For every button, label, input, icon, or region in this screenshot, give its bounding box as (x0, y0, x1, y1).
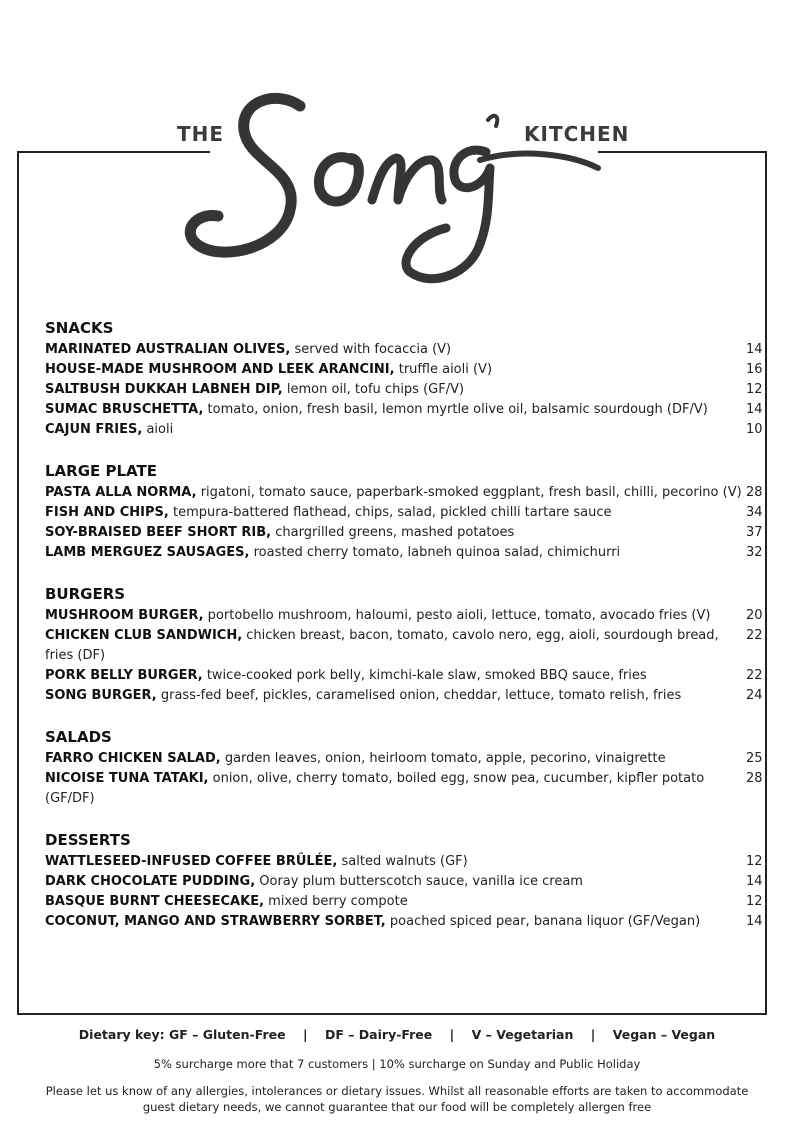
item-name: MUSHROOM BURGER, (45, 608, 204, 623)
menu-item (45, 483, 770, 503)
menu-item (45, 852, 770, 872)
item-name: SONG BURGER, (45, 688, 157, 703)
item-description: onion, olive, cherry tomato, boiled egg, snow pea, cucumber, kipfler potato (GF/DF) (45, 771, 705, 806)
menu-item (45, 503, 770, 523)
menu-item (45, 543, 770, 563)
item-name: CAJUN FRIES, (45, 422, 143, 437)
menu-section (45, 584, 770, 706)
item-name: LAMB MERGUEZ SAUSAGES, (45, 545, 250, 560)
item-price: 28 (746, 485, 763, 500)
item-description: chargrilled greens, mashed potatoes (275, 525, 515, 540)
section-title: SNACKS (45, 319, 114, 337)
menu-section (45, 727, 770, 809)
item-description: tomato, onion, fresh basil, lemon myrtle olive oil, balsamic sourdough (DF/V) (207, 402, 708, 417)
item-price: 25 (746, 751, 763, 766)
item-description: portobello mushroom, haloumi, pesto aioli, lettuce, tomato, avocado fries (V) (207, 608, 711, 623)
item-description: Ooray plum butterscotch sauce, vanilla ice cream (259, 874, 583, 889)
item-description: aioli (146, 422, 174, 437)
item-price: 34 (746, 505, 763, 520)
logo-word-kitchen: KITCHEN (524, 122, 630, 146)
item-name: MARINATED AUSTRALIAN OLIVES, (45, 342, 291, 357)
menu-item (45, 340, 770, 360)
menu-section (45, 461, 770, 563)
item-name: COCONUT, MANGO AND STRAWBERRY SORBET, (45, 914, 386, 929)
item-price: 37 (746, 525, 763, 540)
item-price: 16 (746, 362, 763, 377)
menu-item (45, 912, 770, 932)
allergen-disclaimer: Please let us know of any allergies, intolerances or dietary issues. Whilst all reasonable efforts are taken to accommodate guest dietary needs, we cannot guarantee that our food will be completely allergen free (45, 1084, 749, 1114)
item-name: PASTA ALLA NORMA, (45, 485, 197, 500)
item-name: SOY-BRAISED BEEF SHORT RIB, (45, 525, 272, 540)
item-name: WATTLESEED-INFUSED COFFEE BRÛLÉE, (45, 854, 338, 869)
menu-item (45, 666, 770, 686)
menu-footer (0, 1025, 794, 1115)
item-price: 12 (746, 854, 763, 869)
section-title: BURGERS (45, 585, 126, 603)
item-description: grass-fed beef, pickles, caramelised onion, cheddar, lettuce, tomato relish, fries (160, 688, 682, 703)
item-name: SUMAC BRUSCHETTA, (45, 402, 204, 417)
logo-script-song (0, 0, 794, 300)
menu-item (45, 606, 770, 626)
item-description: lemon oil, tofu chips (GF/V) (286, 382, 465, 397)
item-name: DARK CHOCOLATE PUDDING, (45, 874, 256, 889)
item-name: CHICKEN CLUB SANDWICH, (45, 628, 243, 643)
dietary-key: Dietary key: GF – Gluten-Free | DF – Dairy-Free | V – Vegetarian | Vegan – Vegan (78, 1027, 716, 1042)
item-price: 14 (746, 402, 763, 417)
item-description: mixed berry compote (268, 894, 408, 909)
item-name: HOUSE-MADE MUSHROOM AND LEEK ARANCINI, (45, 362, 395, 377)
menu-item (45, 400, 770, 420)
item-name: PORK BELLY BURGER, (45, 668, 203, 683)
menu-item (45, 360, 770, 380)
menu-item (45, 892, 770, 912)
item-description: chicken breast, bacon, tomato, cavolo nero, egg, aioli, sourdough bread, fries (DF) (45, 628, 719, 663)
item-description: twice-cooked pork belly, kimchi-kale slaw, smoked BBQ sauce, fries (206, 668, 647, 683)
menu-section (45, 830, 770, 932)
item-name: FARRO CHICKEN SALAD, (45, 751, 221, 766)
item-description: roasted cherry tomato, labneh quinoa salad, chimichurri (253, 545, 621, 560)
item-price: 24 (746, 688, 763, 703)
item-description: garden leaves, onion, heirloom tomato, apple, pecorino, vinaigrette (224, 751, 666, 766)
item-price: 12 (746, 382, 763, 397)
item-description: poached spiced pear, banana liquor (GF/Vegan) (389, 914, 701, 929)
item-price: 14 (746, 342, 763, 357)
section-title: DESSERTS (45, 831, 131, 849)
logo-word-the: THE (177, 122, 225, 146)
item-price: 14 (746, 914, 763, 929)
item-description: truffle aioli (V) (398, 362, 493, 377)
item-price: 28 (746, 771, 763, 786)
item-price: 14 (746, 874, 763, 889)
menu-item (45, 769, 770, 809)
menu-section (45, 318, 770, 440)
item-price: 12 (746, 894, 763, 909)
item-name: NICOISE TUNA TATAKI, (45, 771, 209, 786)
item-price: 32 (746, 545, 763, 560)
section-title: SALADS (45, 728, 112, 746)
item-description: served with focaccia (V) (294, 342, 452, 357)
menu-item (45, 686, 770, 706)
item-price: 10 (746, 422, 763, 437)
surcharge-note: 5% surcharge more that 7 customers | 10% surcharge on Sunday and Public Holiday (153, 1057, 641, 1071)
item-name: SALTBUSH DUKKAH LABNEH DIP, (45, 382, 283, 397)
section-title: LARGE PLATE (45, 462, 157, 480)
item-name: BASQUE BURNT CHEESECAKE, (45, 894, 265, 909)
menu-item (45, 872, 770, 892)
menu-content (45, 318, 770, 953)
item-description: salted walnuts (GF) (341, 854, 468, 869)
menu-item (45, 380, 770, 400)
menu-item (45, 749, 770, 769)
item-price: 22 (746, 628, 763, 643)
item-price: 20 (746, 608, 763, 623)
item-price: 22 (746, 668, 763, 683)
menu-item (45, 523, 770, 543)
item-description: tempura-battered flathead, chips, salad, pickled chilli tartare sauce (172, 505, 612, 520)
menu-item (45, 626, 770, 666)
item-description: rigatoni, tomato sauce, paperbark-smoked eggplant, fresh basil, chilli, pecorino (V) (200, 485, 742, 500)
item-name: FISH AND CHIPS, (45, 505, 169, 520)
menu-item (45, 420, 770, 440)
